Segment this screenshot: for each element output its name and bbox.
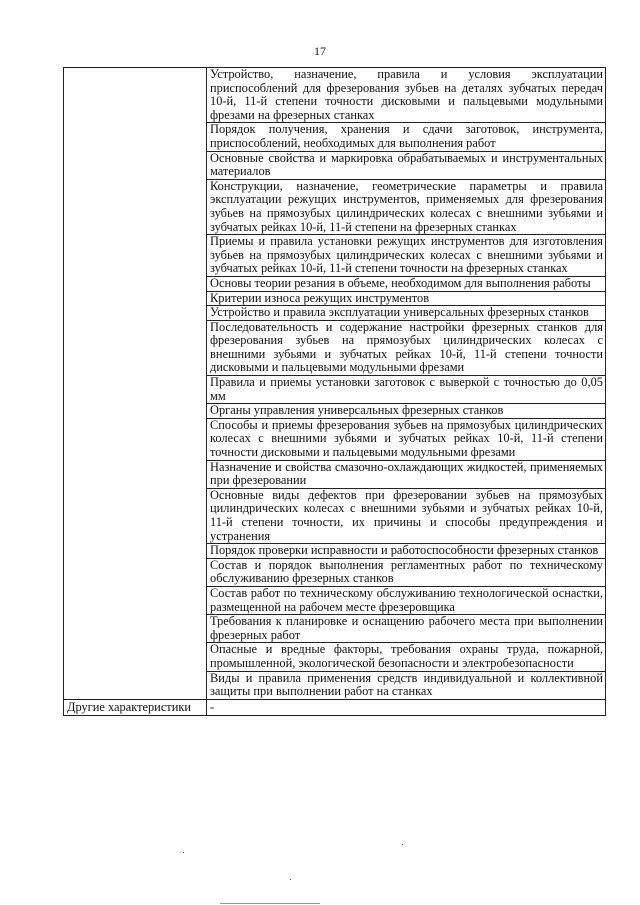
knowledge-item: Опасные и вредные факторы, требования охраны труда, пожарной, промышленной, экологической безопасности и электробезопасности <box>207 643 606 671</box>
scan-speck <box>402 844 403 845</box>
knowledge-item: Способы и приемы фрезерования зубьев на прямозубых цилиндрических колесах с внешними зубьями и зубчатых рейках 10-й, 11-й степени точности дисковыми и пальцевыми модульными фрезами <box>207 418 606 460</box>
other-characteristics-label: Другие характеристики <box>64 699 207 716</box>
knowledge-item: Правила и приемы установки заготовок с выверкой с точностью до 0,05 мм <box>207 376 606 404</box>
knowledge-item: Требования к планировке и оснащению рабочего места при выполнении фрезерных работ <box>207 615 606 643</box>
knowledge-item: Конструкции, назначение, геометрические параметры и правила эксплуатации режущих инструментов, применяемых для фрезерования зубьев на прямозубых цилиндрических колесах с внешними зубьями и зубчатых рейках 10-й, 11-й степени на фрезерных станках <box>207 179 606 234</box>
scan-speck <box>290 879 291 880</box>
knowledge-label-cell <box>64 68 207 700</box>
knowledge-item: Состав работ по техническому обслуживанию технологической оснастки, размещенной на рабочем месте фрезеровщика <box>207 586 606 614</box>
knowledge-item: Органы управления универсальных фрезерных станков <box>207 404 606 419</box>
knowledge-item: Порядок получения, хранения и сдачи заготовок, инструмента, приспособлений, необходимых для выполнения работ <box>207 123 606 151</box>
knowledge-item: Приемы и правила установки режущих инструментов для изготовления зубьев на прямозубых цилиндрических колесах с внешними зубьями и зубчатых рейках 10-й, 11-й степени точности на фрезерных станках <box>207 235 606 277</box>
scan-speck <box>183 852 184 853</box>
knowledge-item: Виды и правила применения средств индивидуальной и коллективной защиты при выполнении работ на станках <box>207 671 606 699</box>
knowledge-item: Устройство и правила эксплуатации универсальных фрезерных станков <box>207 306 606 321</box>
knowledge-item: Назначение и свойства смазочно-охлаждающих жидкостей, применяемых при фрезеровании <box>207 460 606 488</box>
knowledge-item: Основы теории резания в объеме, необходимом для выполнения работы <box>207 276 606 291</box>
knowledge-item: Основные виды дефектов при фрезеровании зубьев на прямозубых цилиндрических колесах с внешними зубьями и зубчатых рейках 10-й, 11-й степени точности, их причины и способы предупреждения и устранения <box>207 488 606 543</box>
knowledge-item: Устройство, назначение, правила и условия эксплуатации приспособлений для фрезерования зубьев на деталях зубчатых передач 10-й, 11-й степени точности дисковыми и пальцевыми модульными фрезами на фрезерных станках <box>207 68 606 123</box>
page-number: 17 <box>314 44 326 58</box>
knowledge-table <box>63 67 606 716</box>
scan-edge-line <box>220 903 320 904</box>
other-characteristics-value: - <box>207 699 606 716</box>
knowledge-item: Последовательность и содержание настройки фрезерных станков для фрезерования зубьев на прямозубых цилиндрических колесах с внешними зубьями и зубчатых рейках 10-й, 11-й степени точности дисковыми и пальцевыми модульными фрезами <box>207 320 606 375</box>
knowledge-item: Порядок проверки исправности и работоспособности фрезерных станков <box>207 544 606 559</box>
knowledge-item: Основные свойства и маркировка обрабатываемых и инструментальных материалов <box>207 151 606 179</box>
knowledge-item: Состав и порядок выполнения регламентных работ по техническому обслуживанию фрезерных станков <box>207 558 606 586</box>
knowledge-item: Критерии износа режущих инструментов <box>207 291 606 306</box>
